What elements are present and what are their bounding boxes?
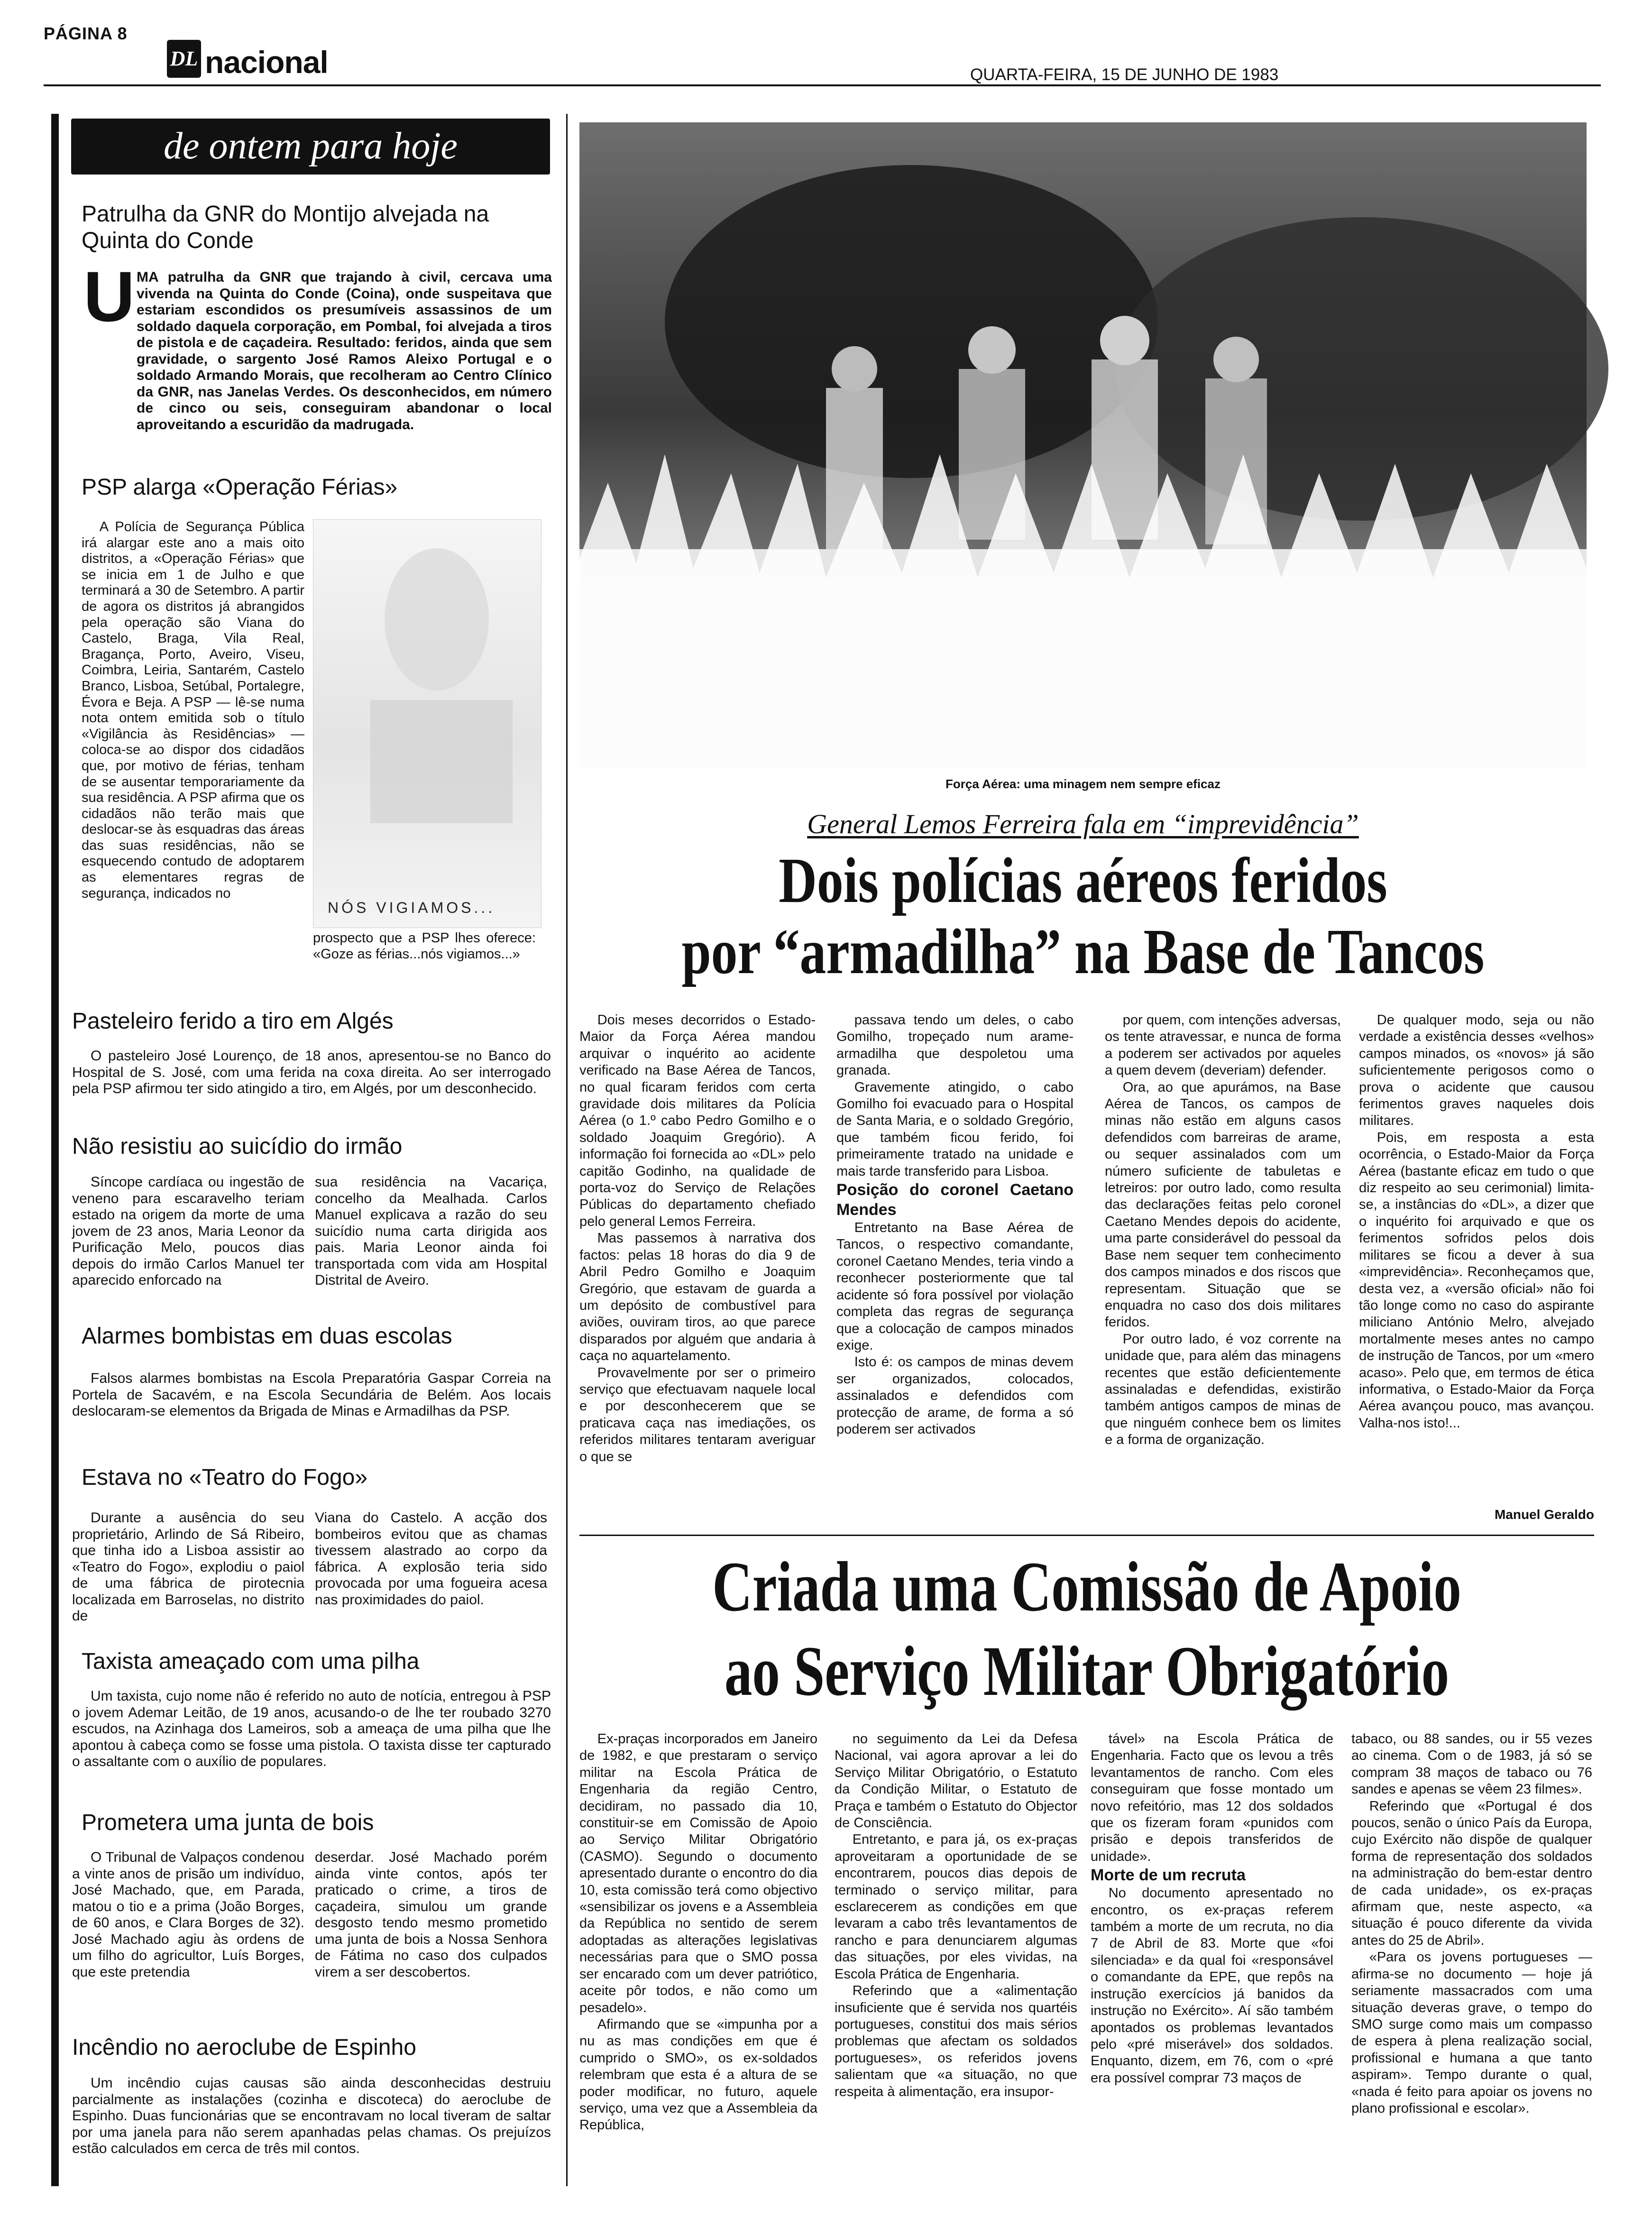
drop-cap: U — [83, 257, 135, 336]
section-title: nacional — [205, 45, 328, 80]
photo-placeholder-graphic — [579, 122, 1587, 768]
article-column: De qualquer modo, seja ou não verdade a existência desses «velhos» campos minados, os «novos» já são suficientemente perigosos como o prova o acidente que causou ferimentos graves naqueles dois militares. Pois, em resposta a esta ocorrência, o Estado-Maior da Força Aérea (bastante eficaz em tudo o que diz respeito ao seu cerimonial) limita-se, a instâncias do «DL», a dizer que o inquérito foi arquivado e que os ferimentos sofridos pelos dois militares se ficou a dever à sua «imprevidência». Reconheçamos que, desta vez, a «versão oficial» não foi tão longe como no caso do aspirante miliciano António Melro, alvejado mortalmente meses antes no campo de instrução de Tancos, por um «mero acaso». Pelo que, em termos de ética informativa, o Estado-Maior da Força Aérea avançou pouco, mas avançou. Valha-nos isto!... — [1359, 1012, 1594, 1431]
article-column: Ex-praças incorporados em Janeiro de 1982, e que prestaram o serviço militar na Escola Prática de Engenharia da região Centro, decidiram, no passado dia 10, constituir-se em Comissão de Apoio ao Serviço Militar Obrigatório (CASMO). Segundo o documento apresentado durante o encontro do dia 10, esta comissão terá como objectivo «sensibilizar os jovens e a Assembleia da República no sentido de serem adoptadas as alterações legislativas necessárias para que o SMO possa ser encarado com um dever patriótico, aceite pôr todos, e não como um pesadelo». Afirmando que se «impunha por a nu as mas condições em que é cumprido o SMO», os ex-soldados relembram que esta é a altura de se poder modificar, no futuro, aquele serviço, uma vez que a Assembleia da República, — [579, 1731, 817, 2133]
article-subhead: Morte de um recruta — [1091, 1866, 1246, 1885]
article-headline: ao Serviço Militar Obrigatório — [724, 1632, 1450, 1711]
article-column: Dois meses decorridos o Estado-Maior da Força Aérea mandou arquivar o inquérito ao acidente verificado na Base Aérea de Tancos, no qual ficaram feridos com certa gravidade dois militares da Polícia Aérea (o 1.º cabo Pedro Gomilho e o soldado Joaquim Gregório). A informação foi fornecida ao «DL» pelo capitão Godinho, na qualidade de porta-voz do Serviço de Relações Públicas do departamento chefiado pelo general Lemos Ferreira. Mas passemos à narrativa dos factos: pelas 18 horas do dia 9 de Abril Pedro Gomilho e Joaquim Gregório, que estavam de guarda a um depósito de combustível para aviões, ouviram tiros, ao que parece disparados por alguém que andaria à caça no aquartelamento. Provavelmente por ser o primeiro serviço que efectuavam naquele local e por desconhecerem que se praticava caça nas imediações, os referidos militares tentaram averiguar o que se — [579, 1012, 816, 1464]
psp-leaflet-image — [313, 519, 541, 928]
sidebar-headline: Alarmes bombistas em duas escolas — [82, 1324, 452, 1349]
sidebar-headline: Patrulha da GNR do Montijo alvejada na Quinta do Conde — [82, 202, 489, 253]
article-kicker: General Lemos Ferreira fala em “imprevidência” — [807, 809, 1359, 839]
psp-image-caption: prospecto que a PSP lhes oferece: «Goze as férias...nós vigiamos...» — [313, 930, 536, 962]
sidebar-article-body: MA patrulha da GNR que trajando à civil, cercava uma vivenda na Quinta do Conde (Coina), onde suspeitava que estariam escondidos os presumíveis assassinos de um soldado daquela corporação, em Pombal, foi alvejada a tiros de pistola e de caçadeira. Resultado: feridos, ainda que sem gravidade, o sargento José Ramos Aleixo Portugal e o soldado Armando Morais, que recolheram ao Centro Clínico da GNR, nas Janelas Verdes. Os desconhecidos, em número de cinco ou seis, conseguiram abandonar o local aproveitando a escuridão da madrugada. — [137, 269, 552, 432]
article-column: passava tendo um deles, o cabo Gomilho, tropeçado num arame-armadilha que despoletou uma granada. Gravemente atingido, o cabo Gomilho foi evacuado para o Hospital de Santa Maria, e o soldado Gregório, que também ficou ferido, foi primeiramente tratado na unidade e mais tarde transferido para Lisboa. Posição do coronel Caetano Mendes Entretanto na Base Aérea de Tancos, o respectivo comandante, coronel Caetano Mendes, teria vindo a reconhecer posteriormente que tal acidente só fora possível por violação completa das regras de segurança que a colocação de campos minados exige. Isto é: os campos de minas devem ser organizados, colocados, assinalados e defendidos com protecção de arame, de forma a só poderem ser activados — [836, 1012, 1074, 1437]
sidebar-headline: Não resistiu ao suicídio do irmão — [72, 1134, 403, 1159]
sidebar-headline: Estava no «Teatro do Fogo» — [82, 1465, 368, 1490]
article-column: no seguimento da Lei da Defesa Nacional, vai agora aprovar a lei do Serviço Militar Obrigatório, o Estatuto da Condição Militar, o Estatuto de Praça e também o Estatuto do Objector de Consciência. Entretanto, e para já, os ex-praças aproveitaram a oportunidade de se encontrarem, poucos dias depois de terminado o serviço militar, para esclarecerem as condições em que levaram a cabo três levantamentos de rancho e para denunciarem algumas das situações, por eles vividas, na Escola Prática de Engenharia. Referindo que a «alimentação insuficiente que é servida nos quartéis portugueses, constitui dos mais sérios problemas que afectam os soldados portugueses», os referidos jovens salientam que «a situação, no que respeita à alimentação, era insupor- — [835, 1731, 1077, 2099]
soldiers-photo — [579, 122, 1587, 768]
article-headline: por “armadilha” na Base de Tancos — [681, 916, 1485, 987]
sidebar-title: de ontem para hoje — [164, 125, 458, 167]
sidebar-right-rule — [566, 114, 568, 2186]
sidebar-title-banner — [71, 119, 550, 175]
sidebar-headline: Pasteleiro ferido a tiro em Algés — [72, 1009, 394, 1034]
article-column: tabaco, ou 88 sandes, ou ir 55 vezes ao cinema. Com o de 1983, já só se compram 38 maços de tabaco ou 76 sandes e apenas se vêem 23 filmes». Referindo que «Portugal é dos poucos, senão o único País da Europa, cujo Exército não dispõe de qualquer forma de representação dos soldados na administração do bem-estar dentro de cada unidade», os ex-praças afirmam que, neste aspecto, «a situação é pouco diferente da vivida antes do 25 de Abril». «Para os jovens portugueses — afirma-se no documento — hoje já seriamente massacrados com uma situação deveras grave, o tempo do SMO surge como mais um compasso de espera à plena realização social, profissional e humana a que tanto aspiram». Tempo durante o qual, «nada é feito para apoiar os jovens no plano profissional e escolar». — [1351, 1731, 1592, 2116]
photo-caption: Força Aérea: uma minagem nem sempre eficaz — [945, 777, 1221, 791]
masthead — [0, 0, 1652, 90]
sidebar-article-body: Um taxista, cujo nome não é referido no auto de notícia, entregou à PSP o jovem Ademar Leitão, de 19 anos, acusando-o de lhe ter roubado 3270 escudos, na Azinhaga dos Lameiros, sob a ameaça de uma pilha que lhe apontou à cabeça como se fosse uma pistola. O taxista disse ter capturado o assaltante com o auxílio de populares. — [72, 1688, 551, 1769]
sidebar-article-body: sua residência na Vacariça, concelho da Mealhada. Carlos Manuel explicava a razão do seu suicídio numa carta dirigida aos pais. Maria Leonor ainda foi transportada com vida am Hospital Distrital de Aveiro. — [315, 1174, 547, 1288]
sidebar-article-body: O pasteleiro José Lourenço, de 18 anos, apresentou-se no Banco do Hospital de S. José, com uma ferida na coxa direita. Ao ser interrogado pela PSP afirmou ter sido atingido a tiro, em Algés, por um desconhecido. — [72, 1048, 551, 1096]
page-number: PÁGINA 8 — [44, 24, 128, 43]
masthead-rule — [44, 84, 1601, 86]
sidebar-article-body: Síncope cardíaca ou ingestão de veneno para escaravelho teriam estado na origem da morte de uma jovem de 23 anos, Maria Leonor da Purificação Melo, poucos dias depois do irmão Carlos Manuel ter aparecido enforcado na — [72, 1174, 304, 1288]
article-headline: Criada uma Comissão de Apoio — [712, 1547, 1461, 1626]
sidebar-headline: Prometera uma junta de bois — [82, 1810, 374, 1835]
sidebar-article-body: Um incêndio cujas causas são ainda desconhecidas destruiu parcialmente as instalações (cozinha e discoteca) do aeroclube de Espinho. Duas funcionárias que se encontravam no local tiveram de saltar por uma janela para não serem apanhadas pelas chamas. Os prejuízos estão calculados em cerca de três mil contos. — [72, 2075, 551, 2156]
leaflet-cap-shape — [370, 700, 513, 823]
sidebar-headline: Taxista ameaçado com uma pilha — [82, 1649, 420, 1674]
sidebar-article-body: deserdar. José Machado porém ainda vinte contos, após ter praticado o crime, a tiros de caçadeira, simulou um grande desgosto tendo mesmo prometido uma junta de bois a Nossa Senhora de Fátima no caso dos culpados virem a ser descobertos. — [315, 1849, 547, 1980]
section-divider — [579, 1535, 1594, 1536]
article-subhead: Posição do coronel Caetano Mendes — [836, 1181, 1074, 1219]
sidebar-article-body: Falsos alarmes bombistas na Escola Preparatória Gaspar Correia na Portela de Sacavém, e na Escola Secundária de Belém. Aos locais deslocaram-se elementos da Brigada de Minas e Armadilhas da PSP. — [72, 1371, 551, 1419]
article-column: tável» na Escola Prática de Engenharia. Facto que os levou a três levantamentos de rancho. Com eles conseguiram que fosse montado um novo refeitório, mas 12 dos soldados que os fizeram foram «punidos com prisão e depois transferidos de unidade». Morte de um recruta No documento apresentado no encontro, os ex-praças referem também a morte de um recruta, no dia 7 de Abril de 83. Morte que «foi silenciada» e da qual foi «responsável o comandante da EPE, que repôs na instrução exercícios já banidos da instrução no Exército». Aí são também apontados os problemas levantados pelo «pré miserável» dos soldados. Enquanto, dizem, em 76, com o «pré era possível comprar 73 maços de — [1091, 1731, 1333, 2086]
issue-date: QUARTA-FEIRA, 15 DE JUNHO DE 1983 — [970, 65, 1279, 84]
leaflet-face-shape — [385, 548, 489, 690]
leaflet-slogan: NÓS VIGIAMOS... — [328, 899, 496, 916]
sidebar-headline: PSP alarga «Operação Férias» — [82, 475, 398, 500]
sidebar-article-body: Durante a ausência do seu proprietário, Arlindo de Sá Ribeiro, que tinha ido a Lisboa assistir ao «Teatro do Fogo», explodiu o paiol de uma fábrica de pirotecnia localizada em Barroselas, no distrito de — [72, 1510, 304, 1624]
sidebar-article-body: O Tribunal de Valpaços condenou a vinte anos de prisão um indivíduo, José Machado, que, em Parada, matou o tio e a prima (João Borges, de 60 anos, e Clara Borges de 32). José Machado agiu às ordens de um filho do agricultor, Luís Borges, que este pretendia — [72, 1849, 304, 1980]
sidebar-article-body: Viana do Castelo. A acção dos bombeiros evitou que as chamas tivessem alastrado ao corpo da fábrica. A explosão teria sido provocada por uma fogueira acesa nas proximidades do paiol. — [315, 1510, 547, 1608]
sidebar-headline: Incêndio no aeroclube de Espinho — [72, 2035, 416, 2060]
article-headline: Dois polícias aéreos feridos — [779, 845, 1387, 916]
newspaper-logo: DL — [167, 40, 201, 78]
sidebar-left-border — [51, 114, 59, 2186]
article-column: por quem, com intenções adversas, os tente atravessar, e nunca de forma a poderem ser activados por aqueles a quem devem (deveriam) defender. Ora, ao que apurámos, na Base Aérea de Tancos, os campos de minas não estão em alguns casos defendidos com barreiras de arame, ou sequer assinalados com um número suficiente de tabuletas e letreiros: por outro lado, como resulta das declarações feitas pelo coronel Caetano Mendes depois do acidente, uma parte considerável do pessoal da Base nem sequer tem conhecimento dos campos minados e dos riscos que representam. Situação que se enquadra no caso dos dois militares feridos. Por outro lado, é voz corrente na unidade que, para além das minagens recentes que estão deficientemente assinaladas e defendidas, existirão também antigos campos de minas de que ninguém conhece bem os limites e a forma de organização. — [1105, 1012, 1341, 1448]
byline: Manuel Geraldo — [1494, 1507, 1594, 1522]
sidebar-article-body: A Polícia de Segurança Pública irá alargar este ano a mais oito distritos, a «Operação Férias» que se inicia em 1 de Julho e que terminará a 30 de Setembro. A partir de agora os distritos já abrangidos pela operação são Viana do Castelo, Braga, Vila Real, Bragança, Porto, Aveiro, Viseu, Coimbra, Leiria, Santarém, Castelo Branco, Lisboa, Setúbal, Portalegre, Évora e Beja. A PSP — lê-se numa nota ontem emitida sob o título «Vigilância às Residências» — coloca-se ao dispor dos cidadãos que, por motivo de férias, tenham de se ausentar temporariamente da sua residência. A PSP afirma que os cidadãos não terão mais que deslocar-se às esquadras das áreas das suas residências, não se esquecendo contudo de adoptarem as elementares regras de segurança, indicados no — [82, 519, 304, 901]
